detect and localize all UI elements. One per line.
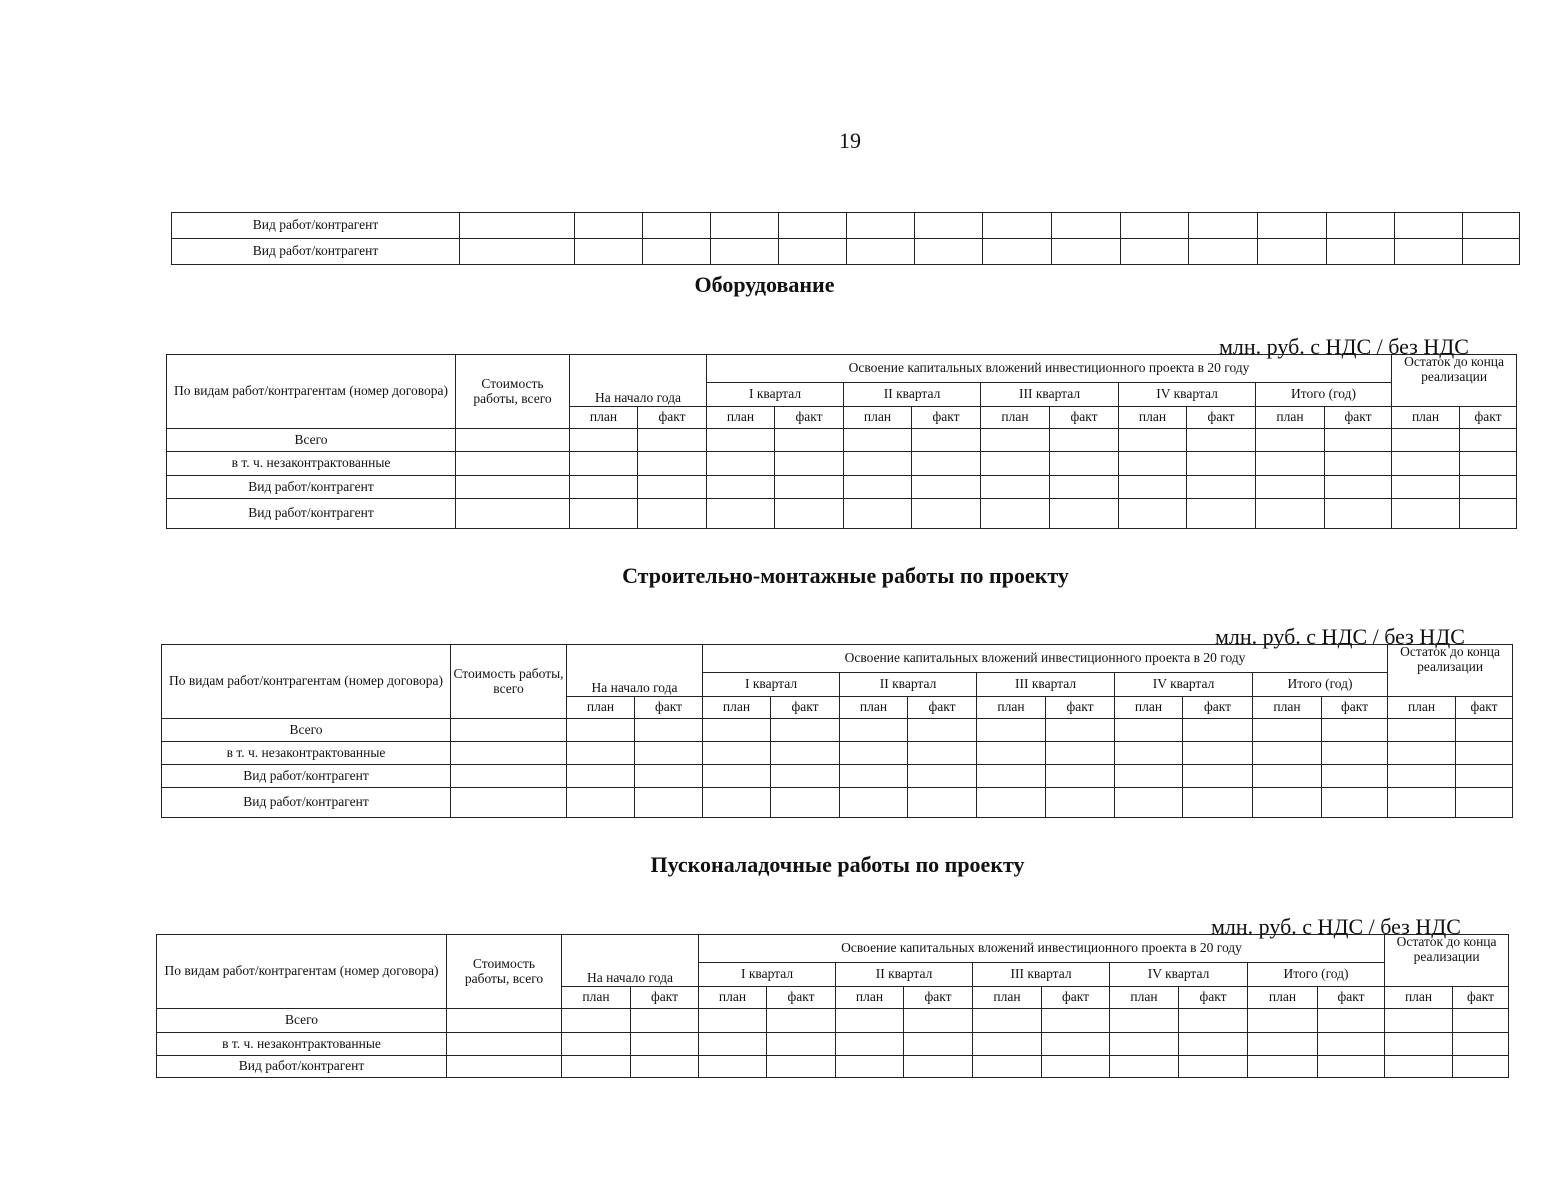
header-plan: план (1256, 407, 1325, 429)
header-fact: факт (1460, 407, 1517, 429)
header-works: По видам работ/контрагентам (номер договора) (167, 355, 456, 429)
construction-table (161, 644, 1513, 818)
header-fact: факт (904, 987, 973, 1009)
row-label: Всего (167, 429, 456, 452)
table-row (162, 742, 1513, 765)
table-row (167, 429, 1517, 452)
section-title-equipment: Оборудование (694, 272, 835, 297)
header-development: Освоение капитальных вложений инвестиционного проекта в 20 году (707, 355, 1392, 383)
header-remaining: Остаток до конца реализации (1388, 645, 1513, 697)
row-label: Всего (157, 1009, 447, 1033)
header-plan: план (1392, 407, 1460, 429)
header-plan: план (1119, 407, 1187, 429)
equipment-table (166, 354, 1517, 529)
header-fact: факт (1179, 987, 1248, 1009)
header-quarter-2: II квартал (836, 963, 973, 987)
header-remaining: Остаток до конца реализации (1385, 935, 1509, 987)
table-row (172, 213, 1520, 239)
row-label: в т. ч. незаконтрактованные (167, 452, 456, 476)
section-title-construction: Строительно-монтажные работы по проекту (622, 563, 1069, 588)
row-label: Вид работ/контрагент (172, 239, 460, 265)
header-plan: план (567, 697, 635, 719)
units-label: млн. руб. с НДС / без НДС (1219, 334, 1469, 359)
header-works: По видам работ/контрагентам (номер договора) (157, 935, 447, 1009)
table-row (162, 765, 1513, 788)
table-row (167, 476, 1517, 499)
header-plan: план (1388, 697, 1456, 719)
header-fact: факт (767, 987, 836, 1009)
header-fact: факт (1183, 697, 1253, 719)
header-plan: план (1253, 697, 1322, 719)
header-quarter-4: IV квартал (1110, 963, 1248, 987)
header-fact: факт (1325, 407, 1392, 429)
row-label: в т. ч. незаконтрактованные (157, 1033, 447, 1056)
table-row (162, 719, 1513, 742)
header-development: Освоение капитальных вложений инвестиционного проекта в 20 году (703, 645, 1388, 673)
header-quarter-1: I квартал (707, 383, 844, 407)
header-fact: факт (635, 697, 703, 719)
header-plan: план (703, 697, 771, 719)
table-row (167, 499, 1517, 529)
header-plan: план (1248, 987, 1318, 1009)
header-plan: план (1385, 987, 1453, 1009)
units-label: млн. руб. с НДС / без НДС (1211, 914, 1461, 939)
header-plan: план (562, 987, 631, 1009)
header-plan: план (973, 987, 1042, 1009)
header-quarter-1: I квартал (699, 963, 836, 987)
section-title-commissioning: Пусконаладочные работы по проекту (650, 852, 1025, 877)
header-quarter-2: II квартал (844, 383, 981, 407)
row-label: Вид работ/контрагент (157, 1056, 447, 1078)
header-start-of-year: На начало года (562, 935, 699, 987)
row-label: Вид работ/контрагент (162, 765, 451, 788)
units-label: млн. руб. с НДС / без НДС (1215, 624, 1465, 649)
table-row (162, 788, 1513, 818)
header-start-of-year: На начало года (570, 355, 707, 407)
header-year-total: Итого (год) (1248, 963, 1385, 987)
header-fact: факт (1322, 697, 1388, 719)
header-fact: факт (1046, 697, 1115, 719)
header-fact: факт (638, 407, 707, 429)
row-label: Всего (162, 719, 451, 742)
header-quarter-4: IV квартал (1115, 673, 1253, 697)
header-plan: план (1110, 987, 1179, 1009)
header-cost: Стоимость работы, всего (451, 645, 567, 719)
table-row (157, 1009, 1509, 1033)
header-fact: факт (775, 407, 844, 429)
header-fact: факт (1456, 697, 1513, 719)
header-quarter-3: III квартал (973, 963, 1110, 987)
header-cost: Стоимость работы, всего (447, 935, 562, 1009)
table-row (172, 239, 1520, 265)
header-quarter-3: III квартал (981, 383, 1119, 407)
header-quarter-1: I квартал (703, 673, 840, 697)
header-fact: факт (1453, 987, 1509, 1009)
row-label: Вид работ/контрагент (167, 499, 456, 529)
row-label: в т. ч. незаконтрактованные (162, 742, 451, 765)
header-plan: план (699, 987, 767, 1009)
row-label: Вид работ/контрагент (172, 213, 460, 239)
header-plan: план (977, 697, 1046, 719)
header-year-total: Итого (год) (1256, 383, 1392, 407)
header-development: Освоение капитальных вложений инвестиционного проекта в 20 году (699, 935, 1385, 963)
header-quarter-3: III квартал (977, 673, 1115, 697)
header-quarter-4: IV квартал (1119, 383, 1256, 407)
header-year-total: Итого (год) (1253, 673, 1388, 697)
row-label: Вид работ/контрагент (162, 788, 451, 818)
header-plan: план (981, 407, 1050, 429)
row-label: Вид работ/контрагент (167, 476, 456, 499)
header-works: По видам работ/контрагентам (номер договора) (162, 645, 451, 719)
header-fact: факт (1042, 987, 1110, 1009)
page-number: 19 (839, 128, 861, 153)
header-plan: план (570, 407, 638, 429)
header-plan: план (836, 987, 904, 1009)
commissioning-table (156, 934, 1509, 1078)
header-start-of-year: На начало года (567, 645, 703, 697)
header-fact: факт (631, 987, 699, 1009)
header-remaining: Остаток до конца реализации (1392, 355, 1517, 407)
header-fact: факт (1050, 407, 1119, 429)
continued-table (171, 212, 1520, 265)
header-plan: план (844, 407, 912, 429)
header-quarter-2: II квартал (840, 673, 977, 697)
header-fact: факт (908, 697, 977, 719)
table-row (157, 1033, 1509, 1056)
header-fact: факт (912, 407, 981, 429)
header-fact: факт (1318, 987, 1385, 1009)
header-cost: Стоимость работы, всего (456, 355, 570, 429)
header-plan: план (1115, 697, 1183, 719)
header-fact: факт (1187, 407, 1256, 429)
header-fact: факт (771, 697, 840, 719)
table-row (167, 452, 1517, 476)
header-plan: план (840, 697, 908, 719)
table-row (157, 1056, 1509, 1078)
header-plan: план (707, 407, 775, 429)
